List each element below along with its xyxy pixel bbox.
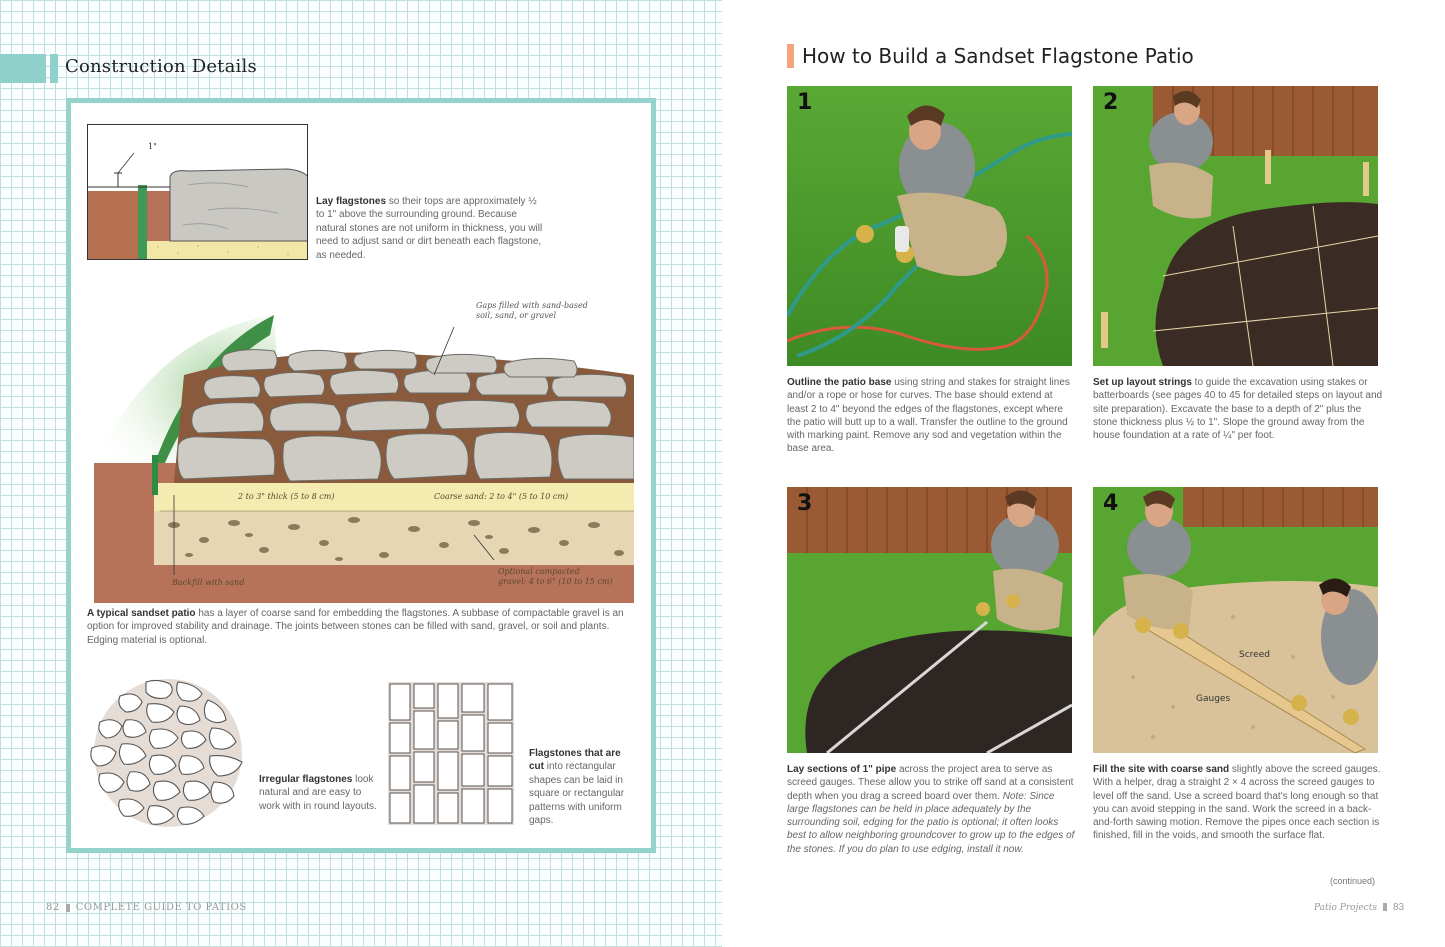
caption-cut-flagstones <box>529 747 629 827</box>
caption-typical-sandset-text: has a layer of coarse sand for embedding the flagstones. A subbase of compactable gravel is an option for improved stability and drainage. The joints between stones can be filled with sand, gravel, or soil and plants. Edging material is optional. <box>87 608 624 646</box>
page-title: How to Build a Sandset Flagstone Patio <box>802 44 1194 68</box>
heading-accent <box>0 54 46 83</box>
flagstone-height-illustration <box>87 124 308 260</box>
step-3-text: across the project area to serve as screed gauges. These allow you to strike off sand at a consistent depth when you drag a screed board over them. <box>787 764 1074 802</box>
label-backfill: Backfill with sand <box>172 578 245 587</box>
caption-typical-sandset <box>87 607 635 647</box>
step-2-number: 2 <box>1103 90 1119 115</box>
caption-irregular-text: look natural and are easy to work with in round layouts. <box>259 774 377 812</box>
continued-note: (continued) <box>1330 876 1376 886</box>
step-3-note: Note: Since large flagstones can be held in place adequately by the surrounding soil, edging for the patio is optional; it often looks best to allow neighboring groundcover to grow up to the edges of the stones. If you do plan to use edging, install it now. <box>787 790 1075 855</box>
title-accent <box>787 44 794 68</box>
footer-section-name: Patio Projects <box>1314 903 1377 913</box>
left-page <box>0 0 722 947</box>
heading-accent-bar <box>50 54 58 83</box>
label-gauges: Gauges <box>1196 694 1231 704</box>
section-title: Construction Details <box>65 56 257 77</box>
sandset-cross-section-illustration <box>94 315 634 603</box>
height-label: 1" <box>148 142 157 151</box>
cut-flagstones-illustration <box>388 682 514 825</box>
caption-irregular-bold: Irregular flagstones <box>259 774 353 785</box>
label-stone-thickness: 2 to 3" thick (5 to 8 cm) <box>238 492 335 501</box>
label-gravel-line2: gravel: 4 to 6" (10 to 15 cm) <box>498 577 613 586</box>
step-2-caption <box>1093 376 1383 442</box>
caption-lay-flagstones-bold: Lay flagstones <box>316 196 387 207</box>
step-1-number: 1 <box>797 90 813 115</box>
step-1-text: using string and stakes for straight lines and/or a rope or hose for curves. The base should extend at least 2 to 4" beyond the edges of the flagstones, except where the patio will butt up to a wall. Transfer the outline to the ground with marking paint. Remove any sod and vegetation within the base area. <box>787 377 1070 455</box>
caption-lay-flagstones-text: so their tops are approximately ½ to 1" above the surrounding ground. Because natural stones are not uniform in thickness, you will need to adjust sand or dirt beneath each flagstone, as needed. <box>316 196 543 261</box>
step-2-bold: Set up layout strings <box>1093 377 1192 388</box>
step-1-caption <box>787 376 1075 456</box>
step-2-text: to guide the excavation using stakes or batterboards (see pages 40 to 45 for detailed steps on layout and site preparation). Excavate the base to a depth of 2" plus the stone thickness plus ½ to 1". Slope the ground away from the house foundation at a rate of ¼" per foot. <box>1093 377 1383 442</box>
caption-cut-text: into rectangular shapes can be laid in square or rectangular patterns with uniform gaps. <box>529 761 625 827</box>
step-1-photo <box>787 86 1072 366</box>
gaps-label-line2: soil, sand, or gravel <box>476 311 557 320</box>
step-4-caption <box>1093 763 1383 843</box>
label-gravel-line1: Optional compacted <box>498 567 580 576</box>
step-4-bold: Fill the site with coarse sand <box>1093 764 1230 775</box>
caption-typical-sandset-bold: A typical sandset patio <box>87 608 196 619</box>
step-4-text: slightly above the screed gauges. With a helper, drag a straight 2 × 4 across the screed gauges to level off the sand. Use a screed board that's long enough so that you can avoid stepping in the sand. Work the screed in a back-and-forth sawing motion. Remove the pipes once each section is finished, fill in the voids, and smooth the surface flat. <box>1093 764 1381 842</box>
step-3-caption <box>787 763 1077 856</box>
caption-irregular-flagstones <box>259 773 379 813</box>
caption-lay-flagstones <box>316 195 546 262</box>
step-3-photo <box>787 487 1072 753</box>
caption-cut-bold: Flagstones that are cut <box>529 748 621 773</box>
step-4-number: 4 <box>1103 491 1119 516</box>
irregular-flagstones-illustration <box>86 676 250 830</box>
step-4-photo <box>1093 487 1378 753</box>
label-screed: Screed <box>1239 650 1270 660</box>
book-title: COMPLETE GUIDE TO PATIOS <box>75 902 247 913</box>
step-1-bold: Outline the patio base <box>787 377 892 388</box>
step-3-bold: Lay sections of 1" pipe <box>787 764 897 775</box>
label-coarse-sand: Coarse sand: 2 to 4" (5 to 10 cm) <box>434 492 569 501</box>
left-page-footer <box>46 902 247 913</box>
step-3-number: 3 <box>797 491 813 516</box>
label-gravel <box>498 567 613 587</box>
footer-separator-right <box>1383 903 1387 911</box>
step-2-photo <box>1093 86 1378 366</box>
left-page-number: 82 <box>46 902 60 913</box>
footer-separator <box>66 904 70 912</box>
gaps-label-line1: Gaps filled with sand-based <box>476 301 588 310</box>
right-page-footer <box>1314 902 1404 913</box>
right-page-number: 83 <box>1392 902 1405 913</box>
